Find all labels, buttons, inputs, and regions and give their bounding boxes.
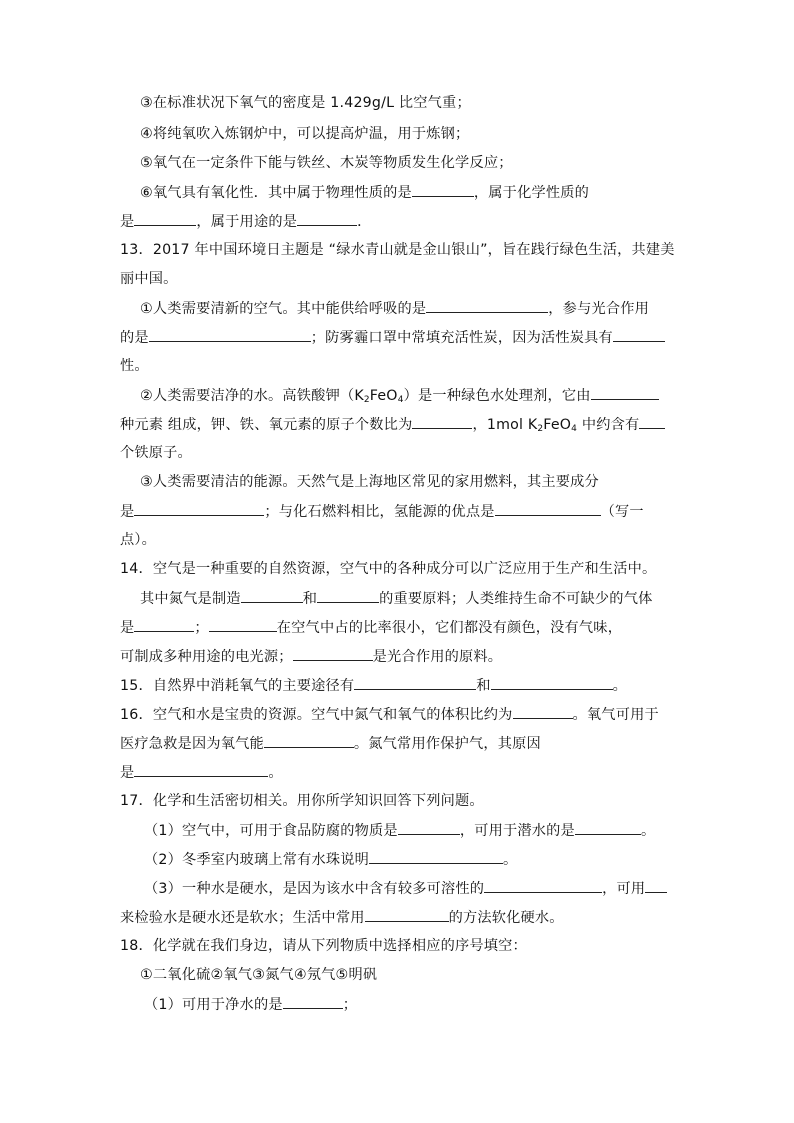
text-line bbox=[0, 849, 794, 870]
text-line bbox=[0, 820, 794, 841]
answer-blank[interactable] bbox=[365, 907, 449, 922]
answer-blank[interactable] bbox=[495, 501, 601, 516]
text-segment: ⑥氧气具有氧化性．其中属于物理性质的是 bbox=[140, 185, 412, 201]
text-segment: 。 bbox=[640, 823, 656, 839]
text-line bbox=[0, 646, 794, 667]
text-line bbox=[0, 182, 794, 203]
text-segment: （3）一种水是硬水，是因为该水中含有较多可溶性的 bbox=[144, 881, 485, 897]
question-18-stem: 18．化学就在我们身边，请从下列物质中选择相应的序号填空： bbox=[120, 938, 527, 954]
text-segment: ． bbox=[357, 214, 372, 230]
answer-blank[interactable] bbox=[134, 211, 196, 226]
answer-blank[interactable] bbox=[369, 849, 503, 864]
text-line bbox=[0, 965, 794, 985]
options-list: ①二氧化硫②氧气③氮气④氖气⑤明矾 bbox=[140, 967, 378, 983]
subscript: 4 bbox=[571, 424, 578, 434]
text-segment: ③在标准状况下氧气的密度是 1.429g/L 比空气重； bbox=[140, 95, 471, 111]
text-segment: 是 bbox=[120, 214, 135, 230]
text-segment: 可制成多种用途的电光源； bbox=[120, 649, 293, 665]
text-segment: ⑤氧气在一定条件下能与铁丝、木炭等物质发生化学反应； bbox=[140, 155, 513, 171]
answer-blank[interactable] bbox=[484, 878, 602, 893]
text-line bbox=[0, 327, 794, 348]
answer-blank[interactable] bbox=[613, 327, 665, 342]
answer-blank[interactable] bbox=[134, 617, 194, 632]
text-segment: ③人类需要清洁的能源。天然气是上海地区常见的家用燃料，其主要成分 bbox=[140, 474, 599, 490]
text-segment: 是光合作用的原料。 bbox=[372, 649, 503, 665]
text-segment: ②人类需要洁净的水。高铁酸钾（K bbox=[140, 388, 364, 404]
answer-blank[interactable] bbox=[317, 588, 379, 603]
text-segment: ，可用 bbox=[602, 881, 646, 897]
answer-blank[interactable] bbox=[264, 733, 354, 748]
text-line bbox=[0, 936, 794, 956]
text-line bbox=[0, 472, 794, 492]
text-line bbox=[0, 994, 794, 1015]
text-line bbox=[0, 356, 794, 376]
text-segment: ）是一种绿色水处理剂，它由 bbox=[403, 388, 591, 404]
text-segment: ；防雾霾口罩中常填充活性炭，因为活性炭具有 bbox=[310, 330, 613, 346]
question-16-stem: 16．空气和水是宝贵的资源。空气中氮气和氧气的体积比约为 bbox=[120, 707, 513, 723]
answer-blank[interactable] bbox=[297, 211, 357, 226]
text-line bbox=[0, 878, 794, 899]
answer-blank[interactable] bbox=[412, 414, 472, 429]
text-segment: 是 bbox=[120, 765, 135, 781]
question-17-stem: 17．化学和生活密切相关。用你所学知识回答下列问题。 bbox=[120, 793, 484, 809]
answer-blank[interactable] bbox=[134, 762, 268, 777]
text-segment: 。氮气常用作保护气，其原因 bbox=[353, 736, 541, 752]
answer-blank[interactable] bbox=[354, 675, 476, 690]
text-segment: 。 bbox=[503, 852, 518, 868]
answer-blank[interactable] bbox=[398, 820, 460, 835]
text-segment: ； bbox=[194, 620, 209, 636]
text-segment: 。 bbox=[612, 678, 628, 694]
answer-blank[interactable] bbox=[491, 675, 613, 690]
answer-blank[interactable] bbox=[645, 878, 667, 893]
answer-blank[interactable] bbox=[412, 182, 474, 197]
text-segment: ，属于化学性质的 bbox=[473, 185, 590, 201]
text-segment: 和 bbox=[302, 591, 318, 607]
text-segment: （1）空气中，可用于食品防腐的物质是 bbox=[144, 823, 398, 839]
text-line bbox=[0, 211, 794, 232]
text-segment: （2）冬季室内玻璃上常有水珠说明 bbox=[144, 852, 370, 868]
text-segment: 的方法软化硬水。 bbox=[448, 910, 564, 926]
text-line bbox=[0, 559, 794, 579]
text-segment: 。 bbox=[268, 765, 283, 781]
text-segment: （写一 bbox=[600, 504, 644, 520]
text-segment: 。氧气可用于 bbox=[572, 707, 659, 723]
text-line bbox=[0, 617, 794, 638]
text-line bbox=[0, 675, 794, 696]
text-line bbox=[0, 907, 794, 928]
text-segment: ，可用于潜水的是 bbox=[459, 823, 575, 839]
answer-blank[interactable] bbox=[575, 820, 641, 835]
text-line bbox=[0, 414, 794, 435]
answer-blank[interactable] bbox=[134, 501, 264, 516]
question-15-stem: 15．自然界中消耗氧气的主要途径有 bbox=[120, 678, 355, 694]
text-line bbox=[0, 791, 794, 811]
subscript: 4 bbox=[397, 395, 404, 405]
text-segment: 丽中国。 bbox=[120, 271, 178, 287]
text-line bbox=[0, 588, 794, 609]
answer-blank[interactable] bbox=[283, 994, 343, 1009]
text-segment: FeO bbox=[369, 388, 398, 404]
text-segment: FeO bbox=[543, 417, 572, 433]
subscript: 2 bbox=[363, 395, 370, 405]
text-segment: 点）。 bbox=[120, 532, 157, 548]
text-segment: 医疗急救是因为氧气能 bbox=[120, 736, 264, 752]
answer-blank[interactable] bbox=[639, 414, 665, 429]
text-segment: 来检验水是硬水还是软水；生活中常用 bbox=[120, 910, 365, 926]
text-segment: ； bbox=[342, 997, 358, 1013]
text-segment: 是 bbox=[120, 620, 135, 636]
text-segment: 其中氮气是制造 bbox=[140, 591, 241, 607]
subscript: 2 bbox=[537, 424, 544, 434]
text-segment: ，属于用途的是 bbox=[196, 214, 298, 230]
answer-blank[interactable] bbox=[293, 646, 373, 661]
text-segment: 在空气中占的比率很小，它们都没有颜色，没有气味， bbox=[276, 620, 623, 636]
text-line bbox=[0, 93, 794, 113]
text-segment: ④将纯氧吹入炼钢炉中，可以提高炉温，用于炼钢； bbox=[140, 126, 470, 142]
text-line bbox=[0, 124, 794, 144]
question-13-stem: 13．2017 年中国环境日主题是 “绿水青山就是金山银山”，旨在践行绿色生活，共建美 bbox=[120, 242, 675, 258]
question-14-stem: 14．空气是一种重要的自然资源，空气中的各种成分可以广泛应用于生产和生活中。 bbox=[120, 561, 657, 577]
text-line bbox=[0, 762, 794, 783]
text-line bbox=[0, 733, 794, 754]
text-segment: 是 bbox=[120, 504, 135, 520]
text-line bbox=[0, 298, 794, 319]
text-segment: ①人类需要清新的空气。其中能供给呼吸的是 bbox=[140, 301, 427, 317]
text-segment: 中约含有 bbox=[577, 417, 640, 433]
text-segment: 的是 bbox=[120, 330, 149, 346]
text-segment: 个铁原子。 bbox=[120, 445, 192, 461]
text-line bbox=[0, 269, 794, 289]
text-segment: 的重要原料；人类维持生命不可缺少的气体 bbox=[379, 591, 653, 607]
text-line bbox=[0, 153, 794, 173]
answer-blank[interactable] bbox=[591, 385, 659, 400]
text-segment: ，1mol K bbox=[472, 417, 538, 433]
text-line bbox=[0, 704, 794, 725]
text-segment: 和 bbox=[476, 678, 491, 694]
text-segment: ；与化石燃料相比，氢能源的优点是 bbox=[264, 504, 495, 520]
text-segment: （1）可用于净水的是 bbox=[144, 997, 283, 1013]
answer-blank[interactable] bbox=[241, 588, 303, 603]
text-line bbox=[0, 501, 794, 522]
answer-blank[interactable] bbox=[149, 327, 311, 342]
text-segment: 种元素 组成，钾、铁、氧元素的原子个数比为 bbox=[120, 417, 413, 433]
text-line bbox=[0, 530, 794, 550]
answer-blank[interactable] bbox=[426, 298, 548, 313]
text-line bbox=[0, 240, 794, 260]
answer-blank[interactable] bbox=[513, 704, 573, 719]
text-segment: ，参与光合作用 bbox=[548, 301, 650, 317]
text-line bbox=[0, 385, 794, 406]
text-segment: 性。 bbox=[120, 358, 149, 374]
answer-blank[interactable] bbox=[209, 617, 277, 632]
text-line bbox=[0, 443, 794, 463]
